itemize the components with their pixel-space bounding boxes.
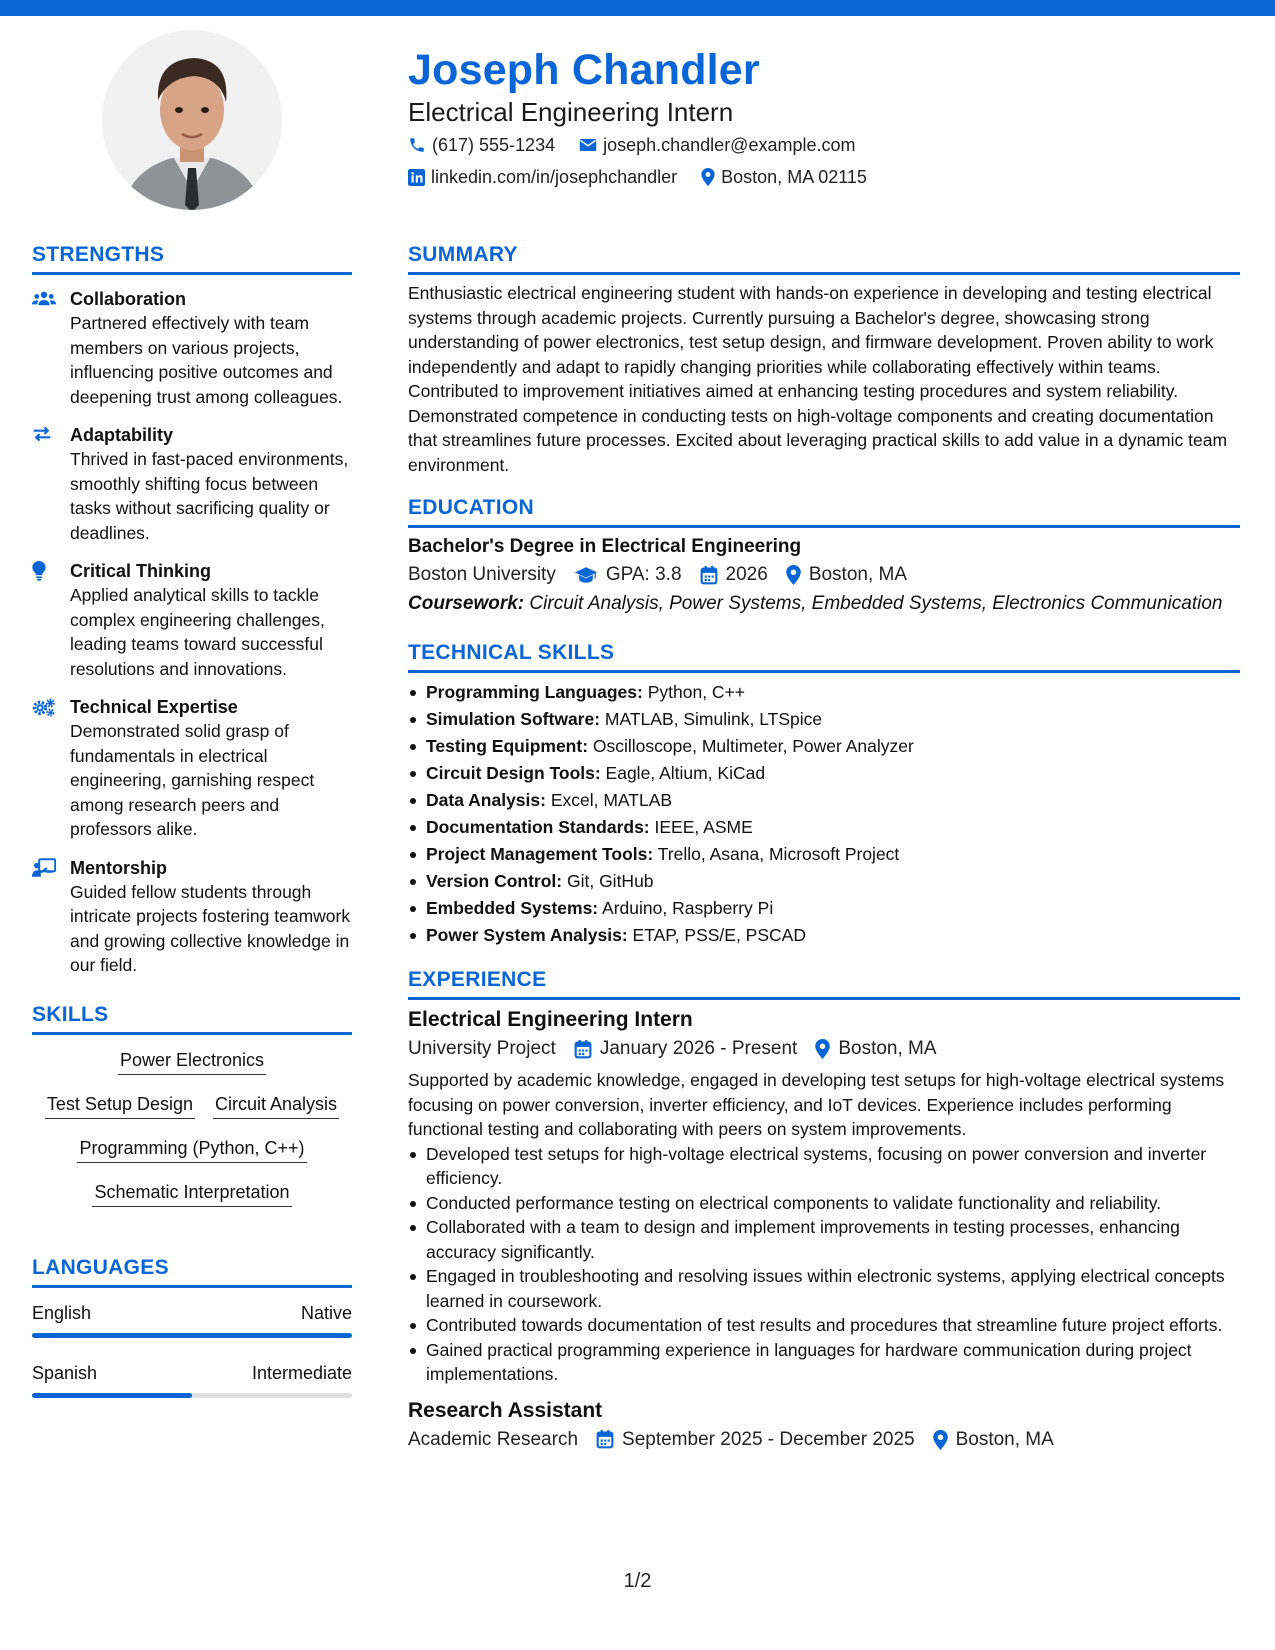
list-item: [408, 868, 1240, 895]
skills-list: [32, 1047, 352, 1207]
linkedin-contact[interactable]: [408, 167, 677, 188]
email-text: joseph.chandler@example.com: [603, 134, 856, 155]
strength-description: Demonstrated solid grasp of fundamentals in electrical engineering, garnishing respect among research peers and professors alike.: [70, 721, 315, 839]
job-location: Boston, MA: [955, 1428, 1054, 1450]
skill-category: Programming Languages:: [426, 682, 643, 702]
page-number: 1/2: [623, 1570, 652, 1592]
map-pin-icon: [701, 168, 715, 186]
education-location: Boston, MA: [808, 564, 908, 585]
skill-tag: Circuit Analysis: [213, 1091, 339, 1119]
skill-values: Python, C++: [642, 682, 745, 702]
language-proficiency-fill: [32, 1333, 352, 1338]
skills-heading: SKILLS: [32, 1002, 109, 1026]
coursework: [408, 592, 1240, 616]
education-heading: EDUCATION: [408, 496, 534, 519]
skill-tag: Schematic Interpretation: [92, 1179, 291, 1207]
lightbulb-icon: [32, 561, 46, 581]
strength-title: Technical Expertise: [70, 697, 238, 717]
strength-description: Thrived in fast-paced environments, smoothly shifting focus between tasks without sacrificing quality or deadlines.: [70, 449, 349, 543]
strength-title: Collaboration: [70, 289, 186, 309]
strength-description: Applied analytical skills to tackle complex engineering challenges, leading teams toward successful resolutions and innovations.: [70, 585, 325, 679]
technical-skills-list: [408, 679, 1240, 949]
skill-category: Simulation Software:: [426, 709, 601, 729]
strengths-heading: STRENGTHS: [32, 243, 165, 266]
list-item: Gained practical programming experience in languages for hardware communication during project implementations.: [408, 1338, 1240, 1387]
strength-item: [32, 695, 352, 842]
skill-category: Circuit Design Tools:: [426, 763, 601, 783]
list-item: Developed test setups for high-voltage electrical systems, focusing on power conversion and inverter efficiency.: [408, 1142, 1240, 1191]
list-item: Contributed towards documentation of test results and procedures that streamline future project efforts.: [408, 1313, 1240, 1338]
list-item: [408, 679, 1240, 706]
section-divider: [32, 1032, 352, 1035]
skill-category: Data Analysis:: [426, 790, 546, 810]
job-description: Supported by academic knowledge, engaged in developing test setups for high-voltage electrical systems focusing on power conversion, inverter efficiency, and IoT devices. Experience includes performing functional testing and collaborating with peers on system improvements.: [408, 1070, 1225, 1139]
section-divider: [408, 272, 1240, 275]
skill-values: IEEE, ASME: [649, 817, 753, 837]
language-item: [32, 1300, 352, 1338]
linkedin-text: linkedin.com/in/josephchandler: [431, 166, 678, 187]
degree-title: Bachelor's Degree in Electrical Engineering: [408, 536, 802, 557]
job-organization: Academic Research: [408, 1428, 579, 1450]
language-proficiency-bar: [32, 1393, 352, 1398]
list-item: Conducted performance testing on electrical components to validate functionality and reliability.: [408, 1191, 1240, 1216]
phone-text: (617) 555-1234: [432, 134, 556, 155]
languages-heading: LANGUAGES: [32, 1255, 169, 1279]
calendar-icon: [596, 1430, 614, 1449]
contact-row-1: [408, 130, 1248, 160]
experience-item: [408, 1006, 1240, 1387]
skill-category: Testing Equipment:: [426, 736, 589, 756]
skill-values: Git, GitHub: [562, 871, 654, 891]
list-item: Collaborated with a team to design and implement improvements in testing processes, enhancing accuracy significantly.: [408, 1215, 1240, 1264]
top-accent-bar: [0, 0, 1275, 16]
language-proficiency-fill: [32, 1393, 192, 1398]
language-proficiency-bar: [32, 1333, 352, 1338]
skill-category: Project Management Tools:: [426, 844, 654, 864]
list-item: [408, 733, 1240, 760]
map-pin-icon: [933, 1430, 948, 1450]
summary-heading: SUMMARY: [408, 243, 518, 266]
skill-tag: Programming (Python, C++): [77, 1135, 306, 1163]
phone-contact[interactable]: [408, 135, 555, 156]
language-name: Spanish: [32, 1362, 98, 1383]
location-contact: [701, 167, 867, 188]
strength-item: [32, 287, 352, 409]
list-item: [408, 841, 1240, 868]
strength-title: Adaptability: [70, 425, 174, 445]
contact-row-2: [408, 162, 1248, 192]
school-name: Boston University: [408, 564, 556, 585]
skill-values: ETAP, PSS/E, PSCAD: [627, 925, 806, 945]
strength-item: [32, 856, 352, 978]
map-pin-icon: [815, 1039, 830, 1059]
candidate-role: Electrical Engineering Intern: [408, 97, 734, 127]
right-column: [408, 238, 1240, 1455]
list-item: [408, 814, 1240, 841]
gpa-text: GPA: 3.8: [605, 564, 682, 585]
resume-header: [408, 44, 1248, 192]
avatar-portrait: [102, 30, 282, 210]
strength-item: [32, 559, 352, 681]
calendar-icon: [700, 566, 718, 585]
list-item: Engaged in troubleshooting and resolving issues within electronic systems, applying electrical concepts learned in coursework.: [408, 1264, 1240, 1313]
list-item: [408, 760, 1240, 787]
job-title: Research Assistant: [408, 1398, 603, 1422]
strength-description: Guided fellow students through intricate projects fostering teamwork and growing collective knowledge in our field.: [70, 881, 351, 975]
calendar-icon: [574, 1040, 592, 1059]
strength-title: Mentorship: [70, 857, 167, 878]
section-divider: [32, 1285, 352, 1288]
job-dates: September 2025 - December 2025: [622, 1428, 915, 1450]
list-item: [408, 895, 1240, 922]
section-divider: [408, 997, 1240, 1000]
job-dates: January 2026 - Present: [599, 1038, 798, 1059]
coursework-label: Coursework:: [408, 593, 525, 614]
list-item: [408, 922, 1240, 949]
language-item: [32, 1360, 352, 1398]
skill-values: Excel, MATLAB: [545, 790, 673, 810]
skill-values: Trello, Asana, Microsoft Project: [653, 844, 900, 864]
skill-category: Power System Analysis:: [426, 925, 628, 945]
experience-heading: EXPERIENCE: [408, 968, 547, 991]
arrows-exchange-icon: [32, 425, 52, 443]
skill-values: Arduino, Raspberry Pi: [598, 898, 774, 918]
experience-item: [408, 1397, 1240, 1455]
strength-item: [32, 423, 352, 545]
phone-icon: [408, 136, 426, 154]
technical-skills-heading: TECHNICAL SKILLS: [408, 641, 615, 664]
section-divider: [408, 525, 1240, 528]
left-column: [32, 238, 352, 1420]
graduation-cap-icon: [574, 566, 598, 584]
list-item: [408, 706, 1240, 733]
coursework-list: Circuit Analysis, Power Systems, Embedded Systems, Electronics Communication: [524, 593, 1223, 614]
skill-category: Documentation Standards:: [426, 817, 650, 837]
summary-text: Enthusiastic electrical engineering student with hands-on experience in developing and testing electrical systems through academic projects. Currently pursuing a Bachelor's degree, showcasing strong understanding of power electronics, test setup design, and firmware development. Proven ability to work independently and adapt to rapidly changing priorities while collaborating effectively within teams. Contributed to improvement initiatives aimed at enhancing testing procedures and system reliability. Demonstrated competence in conducting tests on high-voltage components and creating documentation that streamlines future processes. Excited about leveraging practical skills to add value in a dynamic team environment.: [408, 283, 1228, 475]
section-divider: [32, 272, 352, 275]
skill-values: Oscilloscope, Multimeter, Power Analyzer: [588, 736, 914, 756]
job-location: Boston, MA: [838, 1038, 937, 1059]
users-icon: [32, 289, 56, 307]
education-meta: [408, 560, 1240, 590]
linkedin-icon: [408, 169, 425, 186]
language-level: Native: [300, 1302, 352, 1323]
email-contact[interactable]: [579, 135, 855, 156]
job-bullets: [408, 1142, 1240, 1387]
profile-photo: [102, 30, 282, 210]
location-text: Boston, MA 02115: [721, 166, 867, 187]
skill-category: Version Control:: [426, 871, 563, 891]
strength-title: Critical Thinking: [70, 561, 212, 581]
skill-category: Embedded Systems:: [426, 898, 599, 918]
job-meta: [408, 1425, 1240, 1455]
skill-values: MATLAB, Simulink, LTSpice: [600, 709, 823, 729]
gears-icon: [32, 697, 56, 717]
list-item: [408, 787, 1240, 814]
candidate-name: Joseph Chandler: [408, 46, 760, 94]
job-organization: University Project: [408, 1038, 556, 1059]
graduation-year: 2026: [725, 564, 768, 585]
language-name: English: [32, 1302, 92, 1323]
chalkboard-teacher-icon: [32, 858, 56, 878]
skill-tag: Test Setup Design: [45, 1091, 195, 1119]
envelope-icon: [579, 137, 597, 153]
map-pin-icon: [786, 565, 801, 585]
skill-tag: Power Electronics: [118, 1047, 266, 1075]
skill-values: Eagle, Altium, KiCad: [600, 763, 766, 783]
strength-description: Partnered effectively with team members on various projects, influencing positive outcomes and deepening trust among colleagues.: [70, 313, 343, 407]
language-level: Intermediate: [251, 1362, 352, 1383]
section-divider: [408, 670, 1240, 673]
job-title: Electrical Engineering Intern: [408, 1008, 693, 1031]
job-meta: [408, 1034, 1240, 1064]
